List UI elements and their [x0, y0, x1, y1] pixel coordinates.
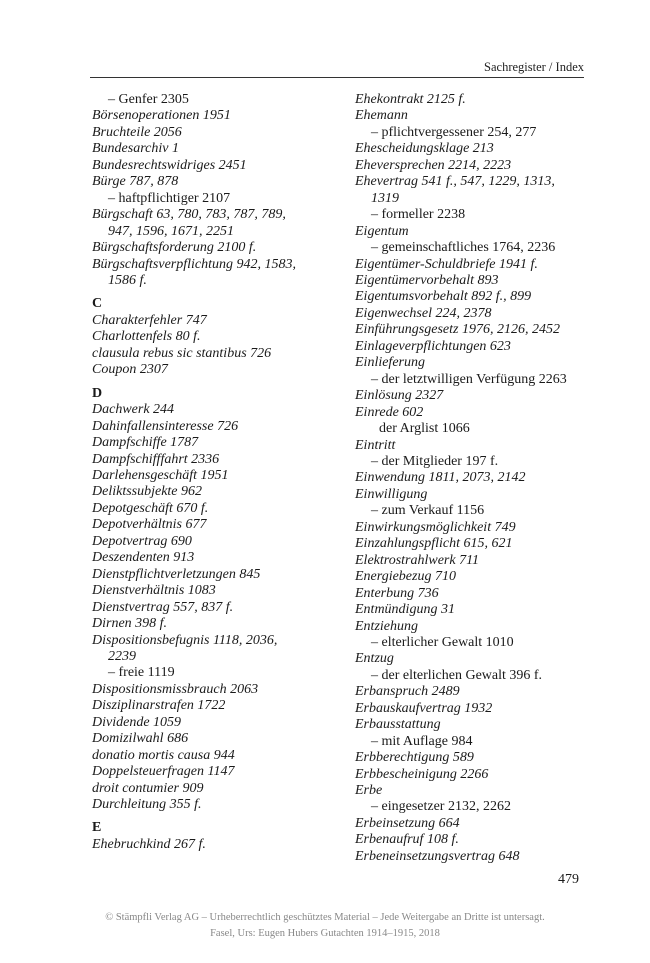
- index-entry: Disziplinarstrafen 1722: [92, 698, 226, 714]
- index-entry: Einwirkungsmöglichkeit 749: [355, 519, 516, 535]
- index-entry: 1319: [371, 190, 399, 206]
- index-entry: droit contumier 909: [92, 780, 204, 796]
- index-entry: Dampfschifffahrt 2336: [92, 451, 220, 467]
- index-entry: Ehescheidungsklage 213: [355, 141, 494, 157]
- index-entry: Energiebezug 710: [355, 569, 456, 585]
- index-entry: – haftpflichtiger 2107: [108, 190, 231, 206]
- index-entry: Entziehung: [355, 618, 418, 634]
- section-letter: D: [92, 385, 103, 401]
- index-entry: Durchleitung 355 f.: [92, 797, 202, 813]
- index-entry: Einzahlungspflicht 615, 621: [355, 536, 513, 552]
- index-entry: – zum Verkauf 1156: [371, 503, 485, 519]
- index-entry: Börsenoperationen 1951: [92, 108, 231, 124]
- index-entry: Enterbung 736: [355, 585, 439, 601]
- index-entry: – der Mitglieder 197 f.: [371, 453, 499, 469]
- index-entry: Einlieferung: [355, 355, 425, 371]
- index-entry: Ehemann: [355, 108, 408, 124]
- index-entry: Dispositionsmissbrauch 2063: [92, 681, 259, 697]
- index-entry: clausula rebus sic stantibus 726: [92, 345, 272, 361]
- index-entry: Eigentumsvorbehalt 892 f., 899: [355, 289, 532, 305]
- index-entry: – eingesetzer 2132, 2262: [371, 799, 511, 815]
- index-entry: donatio mortis causa 944: [92, 747, 235, 763]
- index-column-left: [92, 92, 352, 853]
- index-entry: Ehebruchkind 267 f.: [92, 836, 206, 852]
- index-entry: Eigentümervorbehalt 893: [355, 272, 499, 288]
- index-entry: 1586 f.: [108, 272, 147, 288]
- header-title: Sachregister / Index: [484, 60, 584, 74]
- index-entry: Bundesarchiv 1: [92, 141, 179, 157]
- index-entry: Dispositionsbefugnis 1118, 2036,: [92, 632, 278, 648]
- index-entry: Erbbescheinigung 2266: [355, 766, 489, 782]
- index-entry: Bundesrechtswidriges 2451: [92, 157, 247, 173]
- index-entry: Bürge 787, 878: [92, 174, 179, 190]
- section-gap: [92, 813, 352, 820]
- index-entry: Bürgschaft 63, 780, 783, 787, 789,: [92, 207, 286, 223]
- section-gap: [92, 379, 352, 386]
- index-entry: – freie 1119: [108, 665, 175, 681]
- index-entry: Elektrostrahlwerk 711: [355, 552, 480, 568]
- index-entry: Einrede 602: [355, 404, 424, 420]
- index-entry: Erbausstattung: [355, 717, 441, 733]
- page-number: 479: [558, 872, 579, 887]
- index-entry: Einlageverpflichtungen 623: [355, 338, 511, 354]
- index-entry: Erbeneinsetzungsvertrag 648: [355, 848, 520, 864]
- index-entry: – Genfer 2305: [108, 92, 189, 107]
- index-entry: Deliktssubjekte 962: [92, 484, 203, 500]
- index-entry: der Arglist 1066: [379, 421, 470, 437]
- index-entry: Dividende 1059: [92, 714, 182, 730]
- index-entry: Einführungsgesetz 1976, 2126, 2452: [355, 322, 560, 338]
- index-column-right: [355, 92, 615, 865]
- index-entry: Einwendung 1811, 2073, 2142: [355, 470, 526, 486]
- index-entry: Ehekontrakt 2125 f.: [355, 92, 466, 107]
- index-entry: Dampfschiffe 1787: [92, 435, 199, 451]
- index-entry: 947, 1596, 1671, 2251: [108, 223, 234, 239]
- book-citation: Fasel, Urs: Eugen Hubers Gutachten 1914–1915, 2018: [210, 928, 440, 939]
- index-entry: Darlehensgeschäft 1951: [92, 467, 229, 483]
- section-letter: E: [92, 820, 102, 836]
- index-entry: – pflichtvergessener 254, 277: [371, 124, 537, 140]
- index-entry: Dienstvertrag 557, 837 f.: [92, 599, 234, 615]
- index-entry: Eigentümer-Schuldbriefe 1941 f.: [355, 256, 538, 272]
- index-entry: Einlösung 2327: [355, 388, 444, 404]
- index-entry: Depotgeschäft 670 f.: [92, 500, 209, 516]
- section-gap: [92, 289, 352, 296]
- index-entry: Dachwerk 244: [92, 402, 175, 418]
- index-entry: – der elterlichen Gewalt 396 f.: [371, 667, 543, 683]
- index-entry: Doppelsteuerfragen 1147: [92, 764, 235, 780]
- index-entry: Depotverhältnis 677: [92, 517, 207, 533]
- index-entry: Erbberechtigung 589: [355, 750, 474, 766]
- index-entry: Bürgschaftsverpflichtung 942, 1583,: [92, 256, 297, 272]
- section-letter: C: [92, 296, 103, 312]
- index-entry: Eigentum: [355, 223, 409, 239]
- index-entry: 2239: [108, 648, 136, 664]
- index-entry: Deszendenten 913: [92, 550, 195, 566]
- index-entry: Dienstpflichtverletzungen 845: [92, 566, 261, 582]
- index-entry: Erbeinsetzung 664: [355, 815, 460, 831]
- copyright-notice: © Stämpfli Verlag AG – Urheberrechtlich geschütztes Material – Jede Weitergabe an Dritte ist untersagt.: [105, 912, 545, 923]
- index-entry: Charakterfehler 747: [92, 312, 207, 328]
- index-entry: Erbenaufruf 108 f.: [355, 832, 459, 848]
- index-entry: Dahinfallensinteresse 726: [92, 418, 239, 434]
- index-entry: – formeller 2238: [371, 207, 466, 223]
- index-entry: Depotvertrag 690: [92, 533, 192, 549]
- index-entry: Ehevertrag 541 f., 547, 1229, 1313,: [355, 174, 555, 190]
- index-entry: Bürgschaftsforderung 2100 f.: [92, 240, 257, 256]
- index-entry: Dirnen 398 f.: [92, 616, 168, 632]
- index-entry: Eintritt: [355, 437, 396, 453]
- index-entry: Bruchteile 2056: [92, 124, 182, 140]
- index-entry: Erbanspruch 2489: [355, 684, 460, 700]
- index-entry: Erbauskaufvertrag 1932: [355, 700, 493, 716]
- index-entry: Entzug: [355, 651, 394, 667]
- index-entry: – gemeinschaftliches 1764, 2236: [371, 240, 556, 256]
- running-header: [90, 58, 584, 78]
- index-entry: Coupon 2307: [92, 362, 168, 378]
- index-entry: Eheversprechen 2214, 2223: [355, 157, 512, 173]
- index-entry: Entmündigung 31: [355, 602, 455, 618]
- index-entry: Erbe: [355, 783, 383, 799]
- index-entry: Eigenwechsel 224, 2378: [355, 305, 492, 321]
- index-entry: – mit Auflage 984: [371, 733, 473, 749]
- index-entry: Dienstverhältnis 1083: [92, 583, 216, 599]
- index-entry: Domizilwahl 686: [92, 731, 189, 747]
- index-entry: – elterlicher Gewalt 1010: [371, 634, 514, 650]
- index-entry: Einwilligung: [355, 486, 428, 502]
- index-entry: – der letztwilligen Verfügung 2263: [371, 371, 567, 387]
- index-entry: Charlottenfels 80 f.: [92, 329, 201, 345]
